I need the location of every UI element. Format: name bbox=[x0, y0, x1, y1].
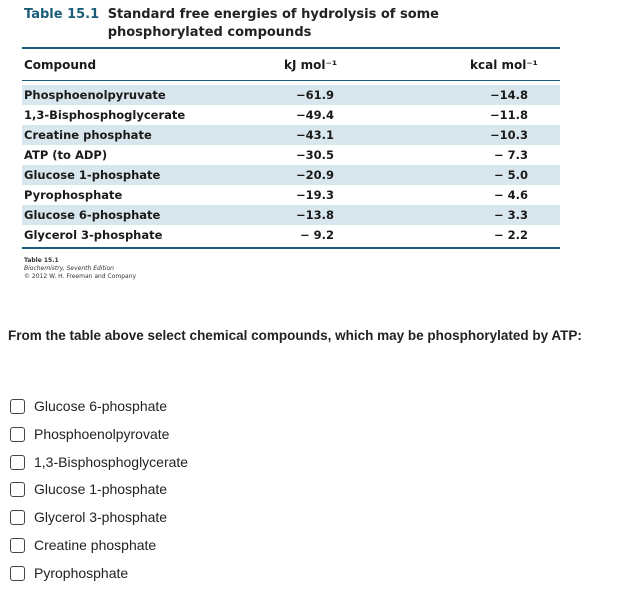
table-caption bbox=[24, 6, 554, 42]
cell-kj: −43.1 bbox=[295, 128, 334, 142]
cell-compound: ATP (to ADP) bbox=[24, 148, 108, 162]
cell-kj: −19.3 bbox=[295, 188, 334, 202]
table-body bbox=[22, 85, 560, 245]
credit-line-1: Table 15.1 bbox=[24, 257, 59, 264]
checkbox[interactable] bbox=[10, 399, 25, 414]
cell-kj: −49.4 bbox=[295, 108, 334, 122]
checkbox[interactable] bbox=[10, 566, 25, 581]
option-label[interactable]: Creatine phosphate bbox=[34, 536, 157, 553]
cell-kj: −30.5 bbox=[295, 148, 334, 162]
option-label[interactable]: Phosphoenolpyrovate bbox=[34, 425, 170, 442]
checkbox[interactable] bbox=[10, 455, 25, 470]
cell-compound: Glucose 1-phosphate bbox=[24, 168, 161, 182]
cell-kj: −61.9 bbox=[295, 88, 334, 102]
table-header bbox=[22, 54, 560, 76]
cell-compound: Glucose 6-phosphate bbox=[24, 208, 161, 222]
checkbox[interactable] bbox=[10, 482, 25, 497]
cell-kcal: −14.8 bbox=[489, 88, 528, 102]
cell-kcal: − 4.6 bbox=[493, 188, 528, 202]
column-header-kcal: kcal mol⁻¹ bbox=[470, 58, 538, 72]
cell-compound: Pyrophosphate bbox=[24, 188, 123, 202]
cell-kj: −13.8 bbox=[295, 208, 334, 222]
table-header-rule bbox=[22, 80, 560, 81]
cell-kj: − 9.2 bbox=[299, 228, 334, 242]
table-row bbox=[22, 165, 560, 185]
cell-compound: Glycerol 3-phosphate bbox=[24, 228, 163, 242]
question-text: From the table above select chemical compounds, which may be phosphorylated by ATP: bbox=[8, 328, 582, 343]
option-label[interactable]: Glucose 6-phosphate bbox=[34, 398, 168, 414]
option-label[interactable]: 1,3-Bisphosphoglycerate bbox=[34, 453, 189, 470]
checkbox[interactable] bbox=[10, 538, 25, 553]
table-top-rule bbox=[22, 47, 560, 49]
table-caption-text: Standard free energies of hydrolysis of some phosphorylated compounds bbox=[107, 7, 440, 40]
table-row bbox=[22, 105, 560, 125]
table-figure bbox=[18, 0, 558, 300]
cell-compound: Phosphoenolpyruvate bbox=[24, 88, 166, 102]
table-row bbox=[22, 85, 560, 105]
option-label[interactable]: Glucose 1-phosphate bbox=[34, 481, 168, 498]
credit-line-2: Biochemistry, Seventh Edition bbox=[24, 265, 114, 272]
column-header-kj: kJ mol⁻¹ bbox=[284, 58, 338, 72]
cell-kcal: −10.3 bbox=[489, 128, 528, 142]
cell-kcal: − 2.2 bbox=[493, 228, 528, 242]
table-caption-label: Table 15.1 bbox=[24, 7, 100, 22]
cell-kcal: − 7.3 bbox=[493, 148, 528, 162]
checkbox[interactable] bbox=[10, 427, 25, 442]
cell-compound: Creatine phosphate bbox=[24, 128, 152, 142]
table-credit bbox=[24, 257, 224, 281]
checkbox[interactable] bbox=[10, 510, 25, 525]
option-label[interactable]: Pyrophosphate bbox=[34, 564, 129, 581]
cell-kcal: −11.8 bbox=[489, 108, 528, 122]
option-label[interactable]: Glycerol 3-phosphate bbox=[34, 509, 168, 526]
table-row bbox=[22, 225, 560, 245]
table-bottom-rule bbox=[22, 247, 560, 249]
table-row bbox=[22, 125, 560, 145]
cell-kcal: − 3.3 bbox=[493, 208, 528, 222]
table-row bbox=[22, 145, 560, 165]
cell-kj: −20.9 bbox=[295, 168, 334, 182]
table-row bbox=[22, 205, 560, 225]
column-header-compound: Compound bbox=[24, 58, 97, 72]
cell-compound: 1,3-Bisphosphoglycerate bbox=[24, 108, 186, 122]
credit-line-3: © 2012 W. H. Freeman and Company bbox=[24, 273, 137, 280]
table-row bbox=[22, 185, 560, 205]
cell-kcal: − 5.0 bbox=[493, 168, 528, 182]
